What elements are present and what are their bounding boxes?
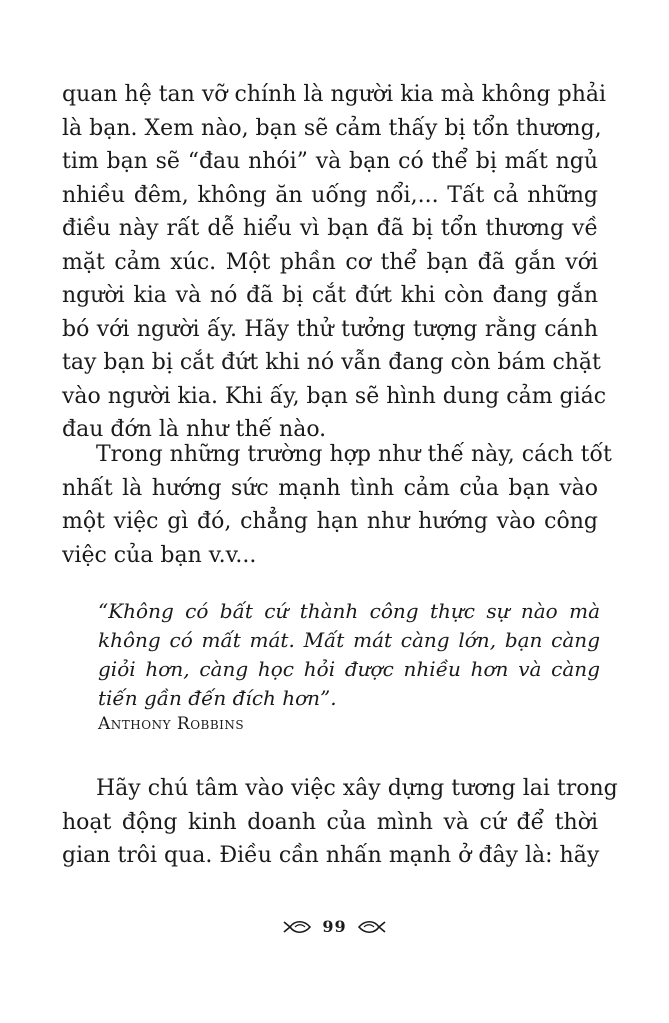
text-line: hoạt động kinh doanh của mình và cứ để thời (62, 809, 598, 835)
quote-author: Anthony Robbins (98, 714, 245, 734)
text-line: bó với người ấy. Hãy thử tưởng tượng rằng cánh (62, 316, 598, 342)
text-line: một việc gì đó, chẳng hạn như hướng vào công (62, 509, 598, 534)
paragraph-2 (62, 438, 612, 572)
text-line: mặt cảm xúc. Một phần cơ thể bạn đã gắn với (62, 249, 598, 275)
text-line: nhất là hướng sức mạnh tình cảm của bạn vào (62, 475, 598, 501)
text-line: nhiều đêm, không ăn uống nổi,... Tất cả những (62, 182, 598, 208)
text-line: vào người kia. Khi ấy, bạn sẽ hình dung cảm giác (62, 383, 607, 409)
fish-ornament-left-icon (282, 919, 312, 935)
text-line: tay bạn bị cắt đứt khi nó vẫn đang còn bám chặt (62, 350, 601, 375)
text-line: gian trôi qua. Điều cần nhấn mạnh ở đây là: hãy (62, 843, 600, 868)
quote-line: “Không có bất cứ thành công thực sự nào mà (98, 599, 600, 623)
text-line: người kia và nó đã bị cắt đứt khi còn đang gắn (62, 283, 598, 308)
text-line: điều này rất dễ hiểu vì bạn đã bị tổn thương về (62, 216, 598, 241)
page-footer (0, 917, 669, 936)
text-line: quan hệ tan vỡ chính là người kia mà không phải (62, 82, 607, 107)
paragraph-3 (62, 772, 618, 873)
page-number: 99 (322, 917, 347, 936)
text-line: là bạn. Xem nào, bạn sẽ cảm thấy bị tổn thương, (62, 115, 602, 141)
quote-line: giỏi hơn, càng học hỏi được nhiều hơn và càng (98, 657, 600, 681)
text-line: Hãy chú tâm vào việc xây dựng tương lai trong (96, 776, 618, 801)
paragraph-1 (62, 78, 607, 447)
fish-ornament-right-icon (357, 919, 387, 935)
text-line: việc của bạn v.v... (62, 542, 257, 568)
text-line: đau đớn là như thế nào. (62, 417, 327, 442)
block-quote (98, 597, 600, 713)
text-line: tim bạn sẽ “đau nhói” và bạn có thể bị mất ngủ (62, 149, 598, 174)
quote-line: không có mất mát. Mất mát càng lớn, bạn càng (98, 628, 600, 652)
quote-line: tiến gần đến đích hơn”. (98, 686, 337, 710)
text-line: Trong những trường hợp như thế này, cách tốt (96, 442, 612, 467)
